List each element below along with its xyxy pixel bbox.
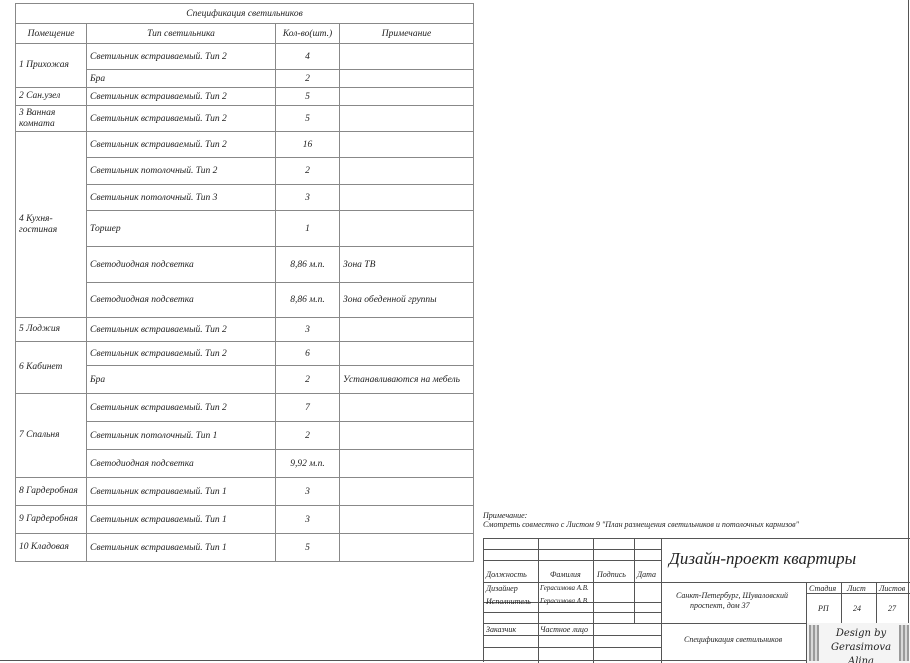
spec-row [16, 534, 474, 562]
note-cell [340, 88, 474, 106]
note-label: Примечание: [483, 511, 528, 520]
fixture-type-cell: Торшер [87, 211, 276, 247]
fixture-type-cell: Светильник встраиваемый. Тип 2 [87, 394, 276, 422]
designer-role: Дизайнер [486, 584, 518, 593]
note-cell [340, 158, 474, 185]
fixture-type-cell: Светильник встраиваемый. Тип 1 [87, 506, 276, 534]
fixture-type-cell: Светильник встраиваемый. Тип 2 [87, 132, 276, 158]
customer-name: Частное лицо [540, 625, 588, 634]
fixture-type-cell: Светильник потолочный. Тип 1 [87, 422, 276, 450]
sheet-value: 24 [853, 604, 861, 613]
quantity-cell: 5 [276, 534, 340, 562]
designer-name: Герасимова А.В. [540, 584, 589, 592]
spec-table [15, 3, 474, 562]
room-cell: 10 Кладовая [16, 534, 87, 562]
col-surname-label: Фамилия [550, 570, 581, 579]
spec-row [16, 132, 474, 158]
spec-row [16, 506, 474, 534]
logo-signature [821, 627, 901, 663]
fixture-type-cell: Светильник встраиваемый. Тип 2 [87, 88, 276, 106]
spec-row [16, 394, 474, 422]
spec-row [16, 88, 474, 106]
fixture-type-cell: Светильник встраиваемый. Тип 2 [87, 106, 276, 132]
sheets-value: 27 [888, 604, 896, 613]
note-cell [340, 211, 474, 247]
logo-line2: Gerasimova Alina [830, 642, 892, 663]
fixture-type-cell: Светодиодная подсветка [87, 247, 276, 283]
note-cell [340, 342, 474, 366]
quantity-cell: 7 [276, 394, 340, 422]
column-ornament-icon [899, 625, 909, 661]
room-cell: 8 Гардеробная [16, 478, 87, 506]
quantity-cell: 16 [276, 132, 340, 158]
spec-header-row [16, 24, 474, 44]
fixture-type-cell: Светильник встраиваемый. Тип 2 [87, 44, 276, 70]
title-block [483, 538, 910, 662]
quantity-cell: 3 [276, 478, 340, 506]
room-cell: 1 Прихожая [16, 44, 87, 88]
room-cell: 2 Сан.узел [16, 88, 87, 106]
note-cell [340, 185, 474, 211]
fixture-type-cell: Светильник встраиваемый. Тип 1 [87, 534, 276, 562]
note-cell [340, 318, 474, 342]
note-cell [340, 478, 474, 506]
spec-title-row [16, 4, 474, 24]
executor-name: Герасимова А.В. [540, 597, 589, 605]
col-position-label: Должность [486, 570, 527, 579]
col-date-label: Дата [637, 570, 656, 579]
note-cell: Устанавливаются на мебель [340, 366, 474, 394]
sheet-name: Спецификация светильников [684, 635, 783, 644]
note-cell [340, 106, 474, 132]
quantity-cell: 6 [276, 342, 340, 366]
note-cell [340, 422, 474, 450]
stage-label: Стадия [809, 584, 837, 593]
quantity-cell: 2 [276, 366, 340, 394]
fixture-type-cell: Светодиодная подсветка [87, 450, 276, 478]
room-cell: 6 Кабинет [16, 342, 87, 394]
fixture-type-cell: Светильник встраиваемый. Тип 1 [87, 478, 276, 506]
note-cell: Зона обеденной группы [340, 283, 474, 318]
customer-role: Заказчик [486, 625, 517, 634]
stage-value: РП [818, 604, 829, 613]
header-note: Примечание [340, 24, 474, 44]
quantity-cell: 3 [276, 318, 340, 342]
note-text: Смотреть совместно с Листом 9 "План размещения светильников и потолочных карнизов" [483, 520, 799, 529]
spec-row [16, 44, 474, 70]
note-cell [340, 132, 474, 158]
address-line1: Санкт-Петербург, Шуваловский [676, 591, 789, 600]
room-cell: 4 Кухня-гостиная [16, 132, 87, 318]
quantity-cell: 3 [276, 506, 340, 534]
column-ornament-icon [809, 625, 819, 661]
col-signature-label: Подпись [597, 570, 626, 579]
note-cell [340, 506, 474, 534]
note-cell [340, 70, 474, 88]
fixture-type-cell: Светодиодная подсветка [87, 283, 276, 318]
note-cell: Зона ТВ [340, 247, 474, 283]
fixture-type-cell: Светильник потолочный. Тип 2 [87, 158, 276, 185]
spec-row [16, 318, 474, 342]
room-cell: 5 Лоджия [16, 318, 87, 342]
quantity-cell: 5 [276, 88, 340, 106]
sheets-label: Листов [879, 584, 906, 593]
quantity-cell: 2 [276, 158, 340, 185]
note-cell [340, 534, 474, 562]
quantity-cell: 2 [276, 70, 340, 88]
header-qty: Кол-во(шт.) [276, 24, 340, 44]
quantity-cell: 1 [276, 211, 340, 247]
room-cell: 7 Спальня [16, 394, 87, 478]
fixture-type-cell: Светильник встраиваемый. Тип 2 [87, 318, 276, 342]
quantity-cell: 8,86 м.п. [276, 283, 340, 318]
room-cell: 9 Гардеробная [16, 506, 87, 534]
spec-row [16, 106, 474, 132]
spec-row [16, 478, 474, 506]
header-room: Помещение [16, 24, 87, 44]
note-block [483, 511, 799, 529]
quantity-cell: 8,86 м.п. [276, 247, 340, 283]
executor-role: Исполнитель [486, 597, 531, 606]
quantity-cell: 4 [276, 44, 340, 70]
quantity-cell: 3 [276, 185, 340, 211]
quantity-cell: 9,92 м.п. [276, 450, 340, 478]
designer-logo [806, 623, 910, 663]
quantity-cell: 5 [276, 106, 340, 132]
fixture-type-cell: Светильник встраиваемый. Тип 2 [87, 342, 276, 366]
project-title: Дизайн-проект квартиры [669, 549, 857, 568]
spec-row [16, 342, 474, 366]
spec-title: Спецификация светильников [16, 4, 474, 24]
fixture-type-cell: Бра [87, 366, 276, 394]
note-cell [340, 394, 474, 422]
header-type: Тип светильника [87, 24, 276, 44]
fixture-type-cell: Светильник потолочный. Тип 3 [87, 185, 276, 211]
address-line2: проспект, дом 37 [690, 601, 750, 610]
sheet-label: Лист [847, 584, 866, 593]
note-cell [340, 450, 474, 478]
fixture-type-cell: Бра [87, 70, 276, 88]
quantity-cell: 2 [276, 422, 340, 450]
logo-line1: Design by [835, 628, 887, 639]
note-cell [340, 44, 474, 70]
room-cell: 3 Ванная комната [16, 106, 87, 132]
